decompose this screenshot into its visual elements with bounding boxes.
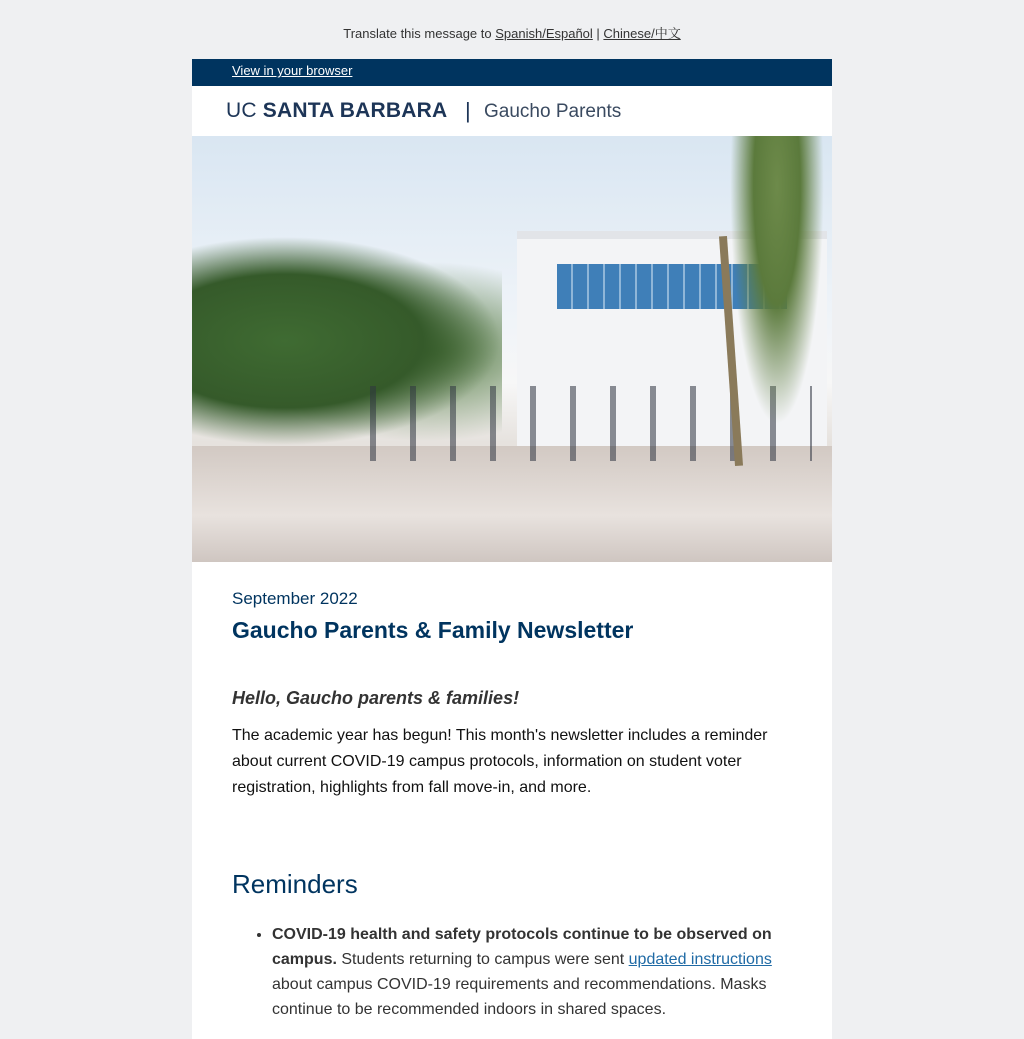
updated-instructions-link[interactable]: updated instructions xyxy=(628,951,772,968)
newsletter xyxy=(192,59,832,1039)
spanish-link[interactable]: Spanish/Español xyxy=(495,26,593,41)
ucsb-logo xyxy=(192,86,832,136)
newsletter-title: Gaucho Parents & Family Newsletter xyxy=(232,617,634,643)
hero-image-campus xyxy=(192,136,832,562)
logo-uc: UC SANTA BARBARA xyxy=(226,99,448,122)
issue-date: September 2022 xyxy=(232,589,358,608)
greeting: Hello, Gaucho parents & families! xyxy=(232,688,520,708)
translate-bar xyxy=(0,0,1024,59)
reminders-list xyxy=(232,922,792,1022)
logo-gaucho-parents: Gaucho Parents xyxy=(484,101,622,122)
translate-prefix: Translate this message to xyxy=(343,26,496,41)
view-in-browser-link[interactable]: View in your browser xyxy=(232,63,353,78)
chinese-link[interactable]: Chinese/中文 xyxy=(603,26,681,41)
logo-divider: | xyxy=(465,98,471,123)
list-item: • COVID-19 health and safety protocols continue to be observed on campus. Students returning to campus were sent updated instructions about campus COVID-19 requirements and recommendations. Masks continue to be recommended indoors in shared spaces. xyxy=(272,922,792,1022)
top-bar xyxy=(192,59,832,86)
translate-separator: | xyxy=(592,26,604,41)
intro-paragraph: The academic year has begun! This month's newsletter includes a reminder about current COVID-19 campus protocols, information on student voter registration, highlights from fall move-in, and more. xyxy=(232,727,768,796)
palm-tree xyxy=(722,136,832,466)
reminders-heading: Reminders xyxy=(232,869,358,899)
